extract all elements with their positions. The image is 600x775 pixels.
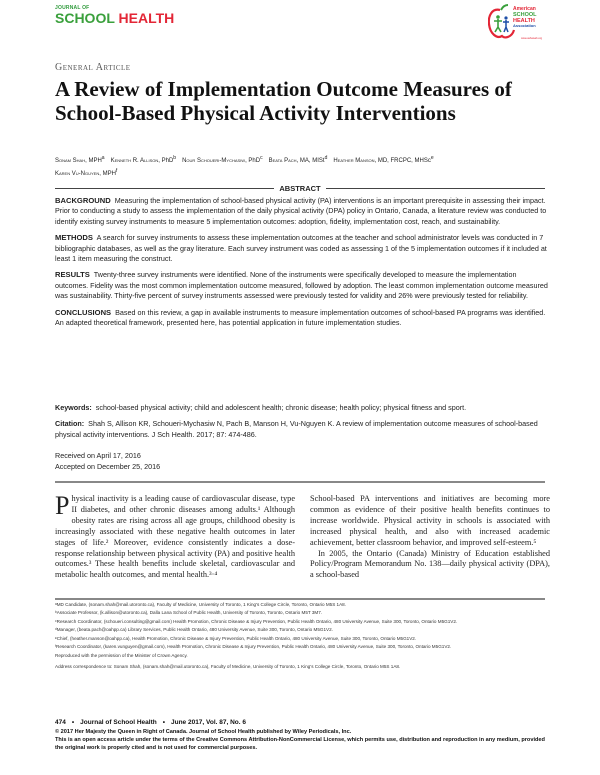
body-column-right: [310, 494, 550, 581]
correspondence: Address correspondence to: Sonam Shah, (sonam.shah@mail.utoronto.ca), Faculty of Medicine, University of Toronto, 1 King's College Circle, Toronto, Ontario M5S 1A8.: [55, 664, 401, 670]
footnote: ᶠResearch Coordinator, (karen.vunguyen@gmail.com), Health Promotion, Chronic Disease & Injury Prevention, Public Health Ontario, 480 University Avenue, Suite 300, Toronto, Ontario M5G1V2.: [55, 644, 452, 650]
svg-text:www.ashaweb.org: www.ashaweb.org: [521, 37, 543, 40]
body-paragraph: School-based PA interventions and initiatives are becoming more common as evidence of their positive health benefits continues to increase worldwide. Physical activity in schools is associated with increased physical health, and also with increased academic achievement, better classroom behavior, and improved self-esteem.⁵: [310, 494, 550, 547]
abstract-methods: METHODS A search for survey instruments to assess these implementation outcomes at the teacher and school administrator levels was conducted in 7 bibliographic databases, as well as the gray literature. Each survey instrument was coded as assessing 1 of the 5 implementation outcomes if it included at least 1 item measuring the construct.: [55, 233, 547, 264]
abstract-conclusions: CONCLUSIONS Based on this review, a gap in available instruments to measure implementation outcomes of school-based PA programs was identified. An adapted theoretical framework, presented here, has potential application in future implementation studies.: [55, 307, 546, 328]
author: Kenneth R. Allison, PhD$^b$: [110, 155, 177, 164]
drop-cap: P: [55, 491, 70, 520]
page-footer: 474 • Journal of School Health • June 2017, Vol. 87, No. 6 © 2017 Her Majesty the Queen in Right of Canada. Journal of School Health published by Wiley Periodicals, Inc. This is an open access article under the terms of the Creative Commons Attribution-NonCommercial License, which permits use, distribution and reproduction in any medium, provided the original work is properly cited and is not used for commercial purposes.: [55, 719, 550, 752]
svg-text:Association: Association: [513, 23, 536, 28]
footnote: ᵇAssociate Professor, (k.allison@utoronto.ca), Dalla Lana School of Public Health, University of Toronto, Toronto, Ontario M5T 3M7.: [55, 610, 323, 616]
footnote: Reproduced with the permission of the Minister of Crown Agency.: [55, 652, 188, 658]
svg-text:SCHOOL: SCHOOL: [513, 12, 537, 18]
divider: [326, 188, 545, 189]
divider: [55, 188, 274, 189]
author: Heather Manson, MD, FRCPC, MHSc$^e$: [333, 155, 434, 164]
footnote: ᶜResearch Coordinator, (schoueri.consulting@gmail.com) Health Promotion, Chronic Disease & Injury Prevention, Public Health Ontario, 480 University Avenue, Suite 300, Toronto, Ontario M5G1V2.: [55, 618, 458, 624]
body-column-left: [55, 491, 295, 581]
page-number: 474: [55, 719, 66, 726]
footnote: ᵈManager, (beata.pach@oahpp.ca) Library Services, Public Health Ontario, 480 University Avenue, Suite 300, Toronto, Ontario M5G1V2.: [55, 627, 333, 633]
author: Nour Schoueri-Mychasiw, PhD$^c$: [182, 155, 263, 164]
divider: [55, 481, 545, 483]
keywords: Keywords: school-based physical activity; child and adolescent health; chronic disease; health policy; physical fitness and sport.: [55, 403, 467, 412]
copyright: © 2017 Her Majesty the Queen in Right of Canada. Journal of School Health published by Wiley Periodicals, Inc.: [55, 729, 352, 735]
author-list: [55, 154, 555, 179]
footnote: ᵉChief, (heather.manson@oahpp.ca), Health Promotion, Chronic Disease & Injury Prevention, Public Health Ontario, 480 University Avenue, Suite 300, Toronto, Ontario M5G1V2.: [55, 635, 417, 641]
license: This is an open access article under the terms of the Creative Commons Attribution-NonCommercial License, which permits use, distribution and reproduction in any medium, provided the original work is properly cited and is not used for commercial purposes.: [55, 737, 545, 751]
article-dates: [55, 451, 160, 473]
accepted-date: Accepted on December 25, 2016: [55, 461, 161, 471]
abstract-background: BACKGROUND Measuring the implementation of school-based physical activity (PA) interventions is an important prerequisite in assessing their impact. Prior to conducting a study to assess the implementation of the daily physical activity (DPA) policy in Ontario, Canada, a literature review was conducted to identify existing survey instruments to measure 5 implementation outcomes: adoption, fidelity, implementation cost, reach, and sustainability.: [55, 196, 547, 226]
abstract-results: RESULTS Twenty-three survey instruments were identified. None of the instruments were specifically developed to measure the implementation outcomes. Fidelity was the most common implementation outcome measured, followed by adoption. The least common implementation outcome measured was sustainability. Thirty-five percent of survey instruments assessed were previously tested for validity and 26% were previously tested for reliability.: [55, 270, 548, 301]
footer-journal: Journal of School Health: [80, 719, 157, 726]
article-title: A Review of Implementation Outcome Measures of School-Based Physical Activity Interventions: [55, 77, 512, 125]
journal-logo: [55, 5, 174, 26]
author: Karen Vu-Nguyen, MPH$^f$: [55, 167, 118, 177]
footnote: ᵃMD Candidate, (sonam.shah@mail.utoronto.ca), Faculty of Medicine, University of Toronto, 1 King's College Circle, Toronto, Ontario M5S 1A8.: [55, 602, 347, 607]
svg-text:American: American: [513, 6, 536, 12]
article-meta: [55, 403, 550, 446]
author: Sonam Shah, MPH$^a$: [55, 155, 105, 164]
footer-issue: June 2017, Vol. 87, No. 6: [170, 719, 247, 726]
author: Beata Pach, MA, MISt$^d$: [268, 155, 328, 164]
abstract-body: [55, 196, 550, 334]
body-paragraph: In 2005, the Ontario (Canada) Ministry of Education established Policy/Program Memorandum No. 138—daily physical activity (DPA), a school-based: [310, 548, 550, 580]
svg-text:HEALTH: HEALTH: [513, 18, 535, 24]
body-paragraph: hysical inactivity is a leading cause of cardiovascular disease, type II diabetes, and other chronic diseases among adults.¹ Although obesity rates are rising across all age groups, childhood obesity is increasingly associated with these negative health outcomes in later stages of life.² Moreover, evidence consistently indicates a dose-response relationship between physical activity (PA) and positive health outcomes.³ These health benefits include skeletal, cardiovascular and metabolic health outcomes, and mental health.³·⁴: [55, 494, 295, 580]
received-date: Received on April 17, 2016: [55, 451, 141, 460]
journal-logo-school: SCHOOL: [55, 10, 115, 26]
abstract-heading-text: ABSTRACT: [279, 183, 321, 193]
journal-logo-line1: JOURNAL OF: [55, 5, 90, 11]
apple-icon: [488, 4, 550, 40]
asha-logo: [488, 4, 550, 40]
divider: [55, 598, 545, 600]
journal-logo-health: HEALTH: [118, 10, 175, 26]
footnotes: [55, 602, 550, 673]
section-label: General Article: [55, 62, 131, 73]
citation: Citation: Shah S, Allison KR, Schoueri-Mychasiw N, Pach B, Manson H, Vu-Nguyen K. A review of implementation outcome measures of school-based physical activity interventions. J Sch Health. 2017; 87: 474-486.: [55, 419, 538, 439]
abstract-heading: [55, 183, 545, 193]
